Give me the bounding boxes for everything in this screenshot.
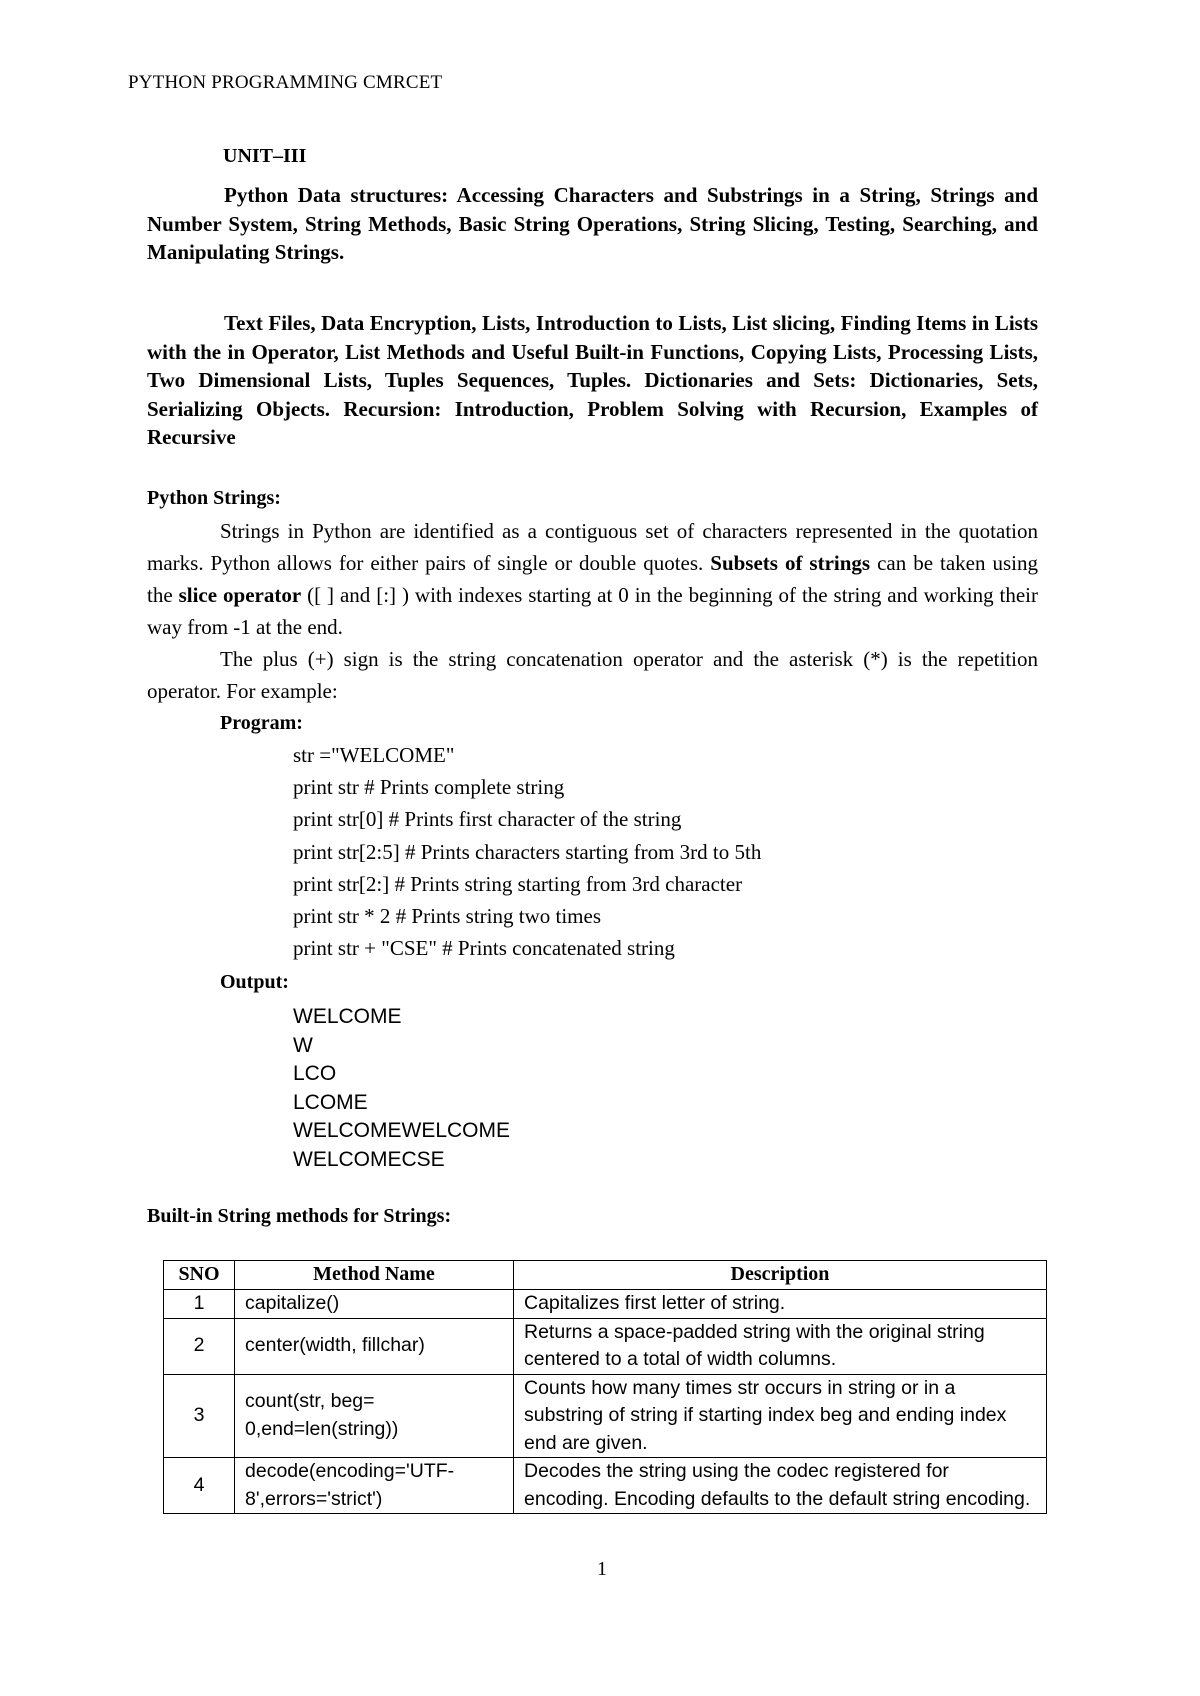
unit-title: UNIT–III: [223, 145, 307, 167]
syllabus-paragraph: Text Files, Data Encryption, Lists, Introduction to Lists, List slicing, Finding Items in Lists with the in Operator, List Methods and Useful Built-in Functions, Copying Lists, Processing Lists, Two Dimensional Lists, Tuples Sequences, Tuples. Dictionaries and Sets: Dictionaries, Sets, Serializing Objects. Recursion: Introduction, Problem Solving with Recursion, Examples of Recursive: [147, 311, 1038, 449]
code-line: print str[2:5] # Prints characters starting from 3rd to 5th: [293, 839, 762, 864]
code-line: print str[2:] # Prints string starting from 3rd character: [293, 871, 743, 896]
cell-method-name: decode(encoding='UTF-8',errors='strict'): [235, 1458, 514, 1514]
code-line: print str + "CSE" # Prints concatenated string: [293, 936, 675, 961]
cell-sno: 4: [164, 1458, 235, 1514]
program-label: Program:: [220, 712, 303, 734]
bold-term: Subsets of strings: [710, 551, 871, 575]
program-output: [293, 1003, 510, 1174]
output-label: Output:: [220, 971, 289, 993]
table-row: [164, 1290, 1047, 1319]
program-code: [293, 739, 761, 964]
output-line: LCO: [293, 1062, 337, 1085]
code-line: print str * 2 # Prints string two times: [293, 904, 602, 929]
cell-description: Returns a space-padded string with the original string centered to a total of width columns.: [514, 1318, 1047, 1374]
cell-sno: 1: [164, 1290, 235, 1319]
section-heading-string-methods: Built-in String methods for Strings:: [147, 1205, 452, 1227]
syllabus-block-1: [147, 181, 1038, 267]
text: Strings in Python are identified as a contiguous set of characters represented in the quotation marks. Python allows for either pairs of single or double quotes.: [147, 519, 1038, 575]
cell-description: Capitalizes first letter of string.: [514, 1290, 1047, 1319]
string-methods-table: [163, 1260, 1047, 1514]
cell-sno: 3: [164, 1374, 235, 1458]
output-line: W: [293, 1033, 313, 1057]
output-line: WELCOMEWELCOME: [293, 1119, 511, 1142]
output-line: LCOME: [293, 1090, 368, 1114]
section-heading-python-strings: Python Strings:: [147, 487, 281, 509]
table-row: [164, 1318, 1047, 1374]
strings-intro: [147, 515, 1038, 707]
table-row: [164, 1458, 1047, 1514]
syllabus-paragraph: Python Data structures: Accessing Characters and Substrings in a String, Strings and Number System, String Methods, Basic String Operations, String Slicing, Testing, Searching, and Manipulating Strings.: [147, 183, 1038, 264]
bold-term: slice operator: [178, 583, 302, 607]
cell-method-name: capitalize(): [235, 1290, 514, 1319]
table-row: [164, 1374, 1047, 1458]
cell-method-name: count(str, beg= 0,end=len(string)): [235, 1374, 514, 1458]
output-line: WELCOMECSE: [293, 1147, 445, 1171]
column-header-description: Description: [514, 1261, 1047, 1290]
cell-description: Counts how many times str occurs in string or in a substring of string if starting index beg and ending index end are given.: [514, 1374, 1047, 1458]
table-header-row: [164, 1261, 1047, 1290]
cell-description: Decodes the string using the codec registered for encoding. Encoding defaults to the default string encoding.: [514, 1458, 1047, 1514]
output-line: WELCOME: [293, 1005, 402, 1028]
code-line: print str # Prints complete string: [293, 775, 565, 800]
syllabus-block-2: [147, 309, 1038, 452]
strings-paragraph-2: The plus (+) sign is the string concatenation operator and the asterisk (*) is the repetition operator. For example:: [147, 647, 1038, 703]
strings-paragraph-1: [147, 515, 1038, 643]
cell-sno: 2: [164, 1318, 235, 1374]
column-header-method-name: Method Name: [235, 1261, 514, 1290]
code-line: str ="WELCOME": [293, 743, 455, 767]
text: ([ ] and [:] ) with indexes starting at 0 in the beginning of the string and working their way from -1 at the end.: [147, 583, 1038, 639]
column-header-sno: SNO: [164, 1261, 235, 1290]
page-header: PYTHON PROGRAMMING CMRCET: [128, 72, 443, 93]
page-number: 1: [597, 1558, 607, 1580]
code-line: print str[0] # Prints first character of the string: [293, 807, 682, 832]
cell-method-name: center(width, fillchar): [235, 1318, 514, 1374]
text: can be taken using the: [147, 551, 1038, 607]
